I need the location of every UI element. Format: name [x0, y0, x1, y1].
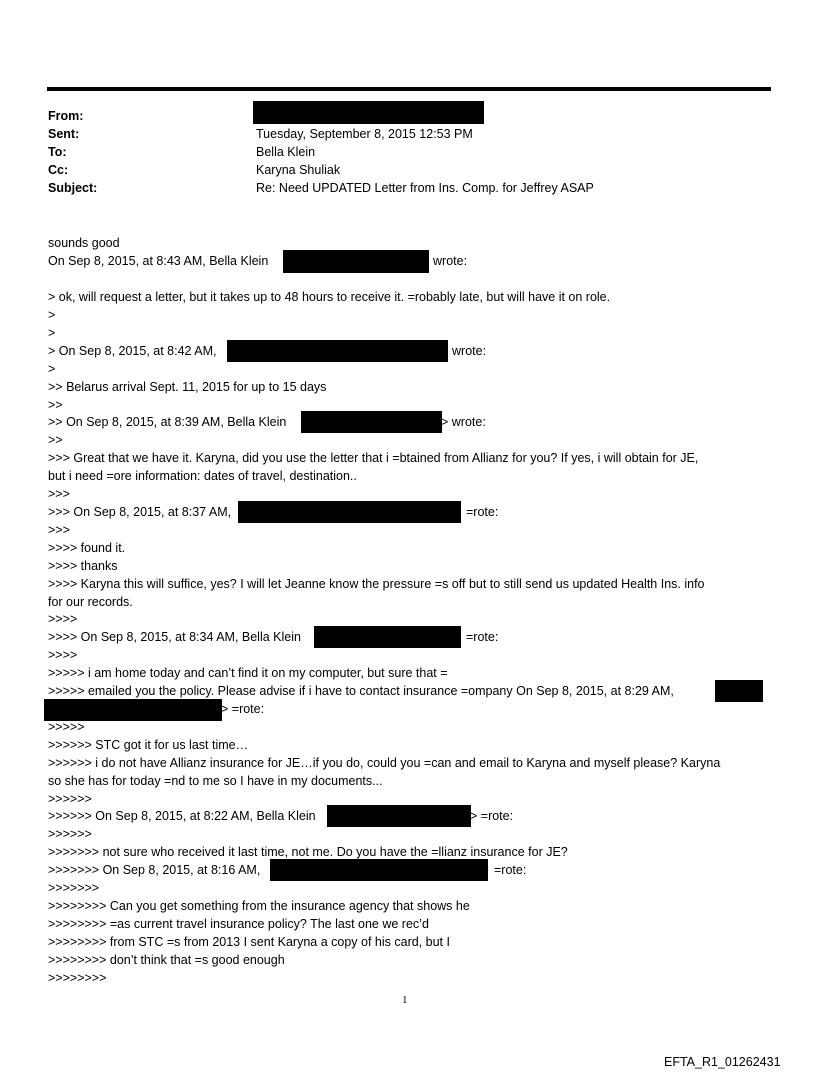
body-line: >> [48, 433, 63, 447]
to-label: To: [48, 145, 67, 159]
body-line: >> Belarus arrival Sept. 11, 2015 for up to 15 days [48, 380, 327, 394]
body-line: >>>>>>>> don’t think that =s good enough [48, 953, 285, 967]
body-line: >>>>>>> not sure who received it last time, not me. Do you have the =llianz insurance for JE? [48, 845, 568, 859]
body-line: wrote: [433, 254, 468, 268]
body-line: >>>>>>>> =as current travel insurance policy? The last one we rec’d [48, 917, 429, 931]
body-line: >>>>>>>> Can you get something from the insurance agency that shows he [48, 899, 470, 913]
body-line: sounds good [48, 236, 120, 250]
body-line: wrote: [452, 344, 487, 358]
body-line: >>>>>> STC got it for us last time… [48, 738, 249, 752]
redaction [283, 250, 429, 273]
body-line: >>>>>> [48, 792, 92, 806]
body-line: >> [48, 398, 63, 412]
header-rule [47, 87, 771, 91]
redaction [238, 501, 461, 523]
body-line: =rote: [466, 630, 499, 644]
body-line: >>>> thanks [48, 559, 118, 573]
redaction [227, 340, 448, 362]
body-line: >>>> [48, 648, 78, 662]
redaction [270, 859, 488, 881]
body-line: >> On Sep 8, 2015, at 8:39 AM, Bella Klein [48, 415, 287, 429]
body-line: > [48, 326, 56, 340]
document-id: EFTA_R1_01262431 [664, 1055, 781, 1069]
subject-value: Re: Need UPDATED Letter from Ins. Comp. for Jeffrey ASAP [256, 181, 594, 195]
body-line: >>> [48, 487, 70, 501]
sent-value: Tuesday, September 8, 2015 12:53 PM [256, 127, 473, 141]
body-line: >>>>> [48, 720, 85, 734]
body-line: >>>>> i am home today and can’t find it on my computer, but sure that = [48, 666, 448, 680]
body-line: > [48, 308, 56, 322]
body-line: > wrote: [441, 415, 486, 429]
body-line: =rote: [494, 863, 527, 877]
redaction [314, 626, 461, 648]
body-line: On Sep 8, 2015, at 8:43 AM, Bella Klein [48, 254, 269, 268]
body-line: > On Sep 8, 2015, at 8:42 AM, [48, 344, 217, 358]
cc-label: Cc: [48, 163, 69, 177]
sent-label: Sent: [48, 127, 80, 141]
body-line: >>>>>>> [48, 881, 100, 895]
page-number: 1 [402, 994, 408, 1006]
redaction-from [253, 101, 484, 124]
body-line: >>>> On Sep 8, 2015, at 8:34 AM, Bella Klein [48, 630, 301, 644]
body-line: >>> [48, 523, 70, 537]
redaction [715, 680, 763, 702]
body-line: >>>>>>> On Sep 8, 2015, at 8:16 AM, [48, 863, 261, 877]
body-line: >>>>>> [48, 827, 92, 841]
body-line: =rote: [466, 505, 499, 519]
body-line: but i need =ore information: dates of travel, destination.. [48, 469, 357, 483]
body-line: >>>>> emailed you the policy. Please advise if i have to contact insurance =ompany On Sep 8, 2015, at 8:29 AM, [48, 684, 674, 698]
body-line: >>>>>> On Sep 8, 2015, at 8:22 AM, Bella Klein [48, 809, 316, 823]
body-line: for our records. [48, 595, 133, 609]
redaction [301, 411, 442, 433]
cc-value: Karyna Shuliak [256, 163, 341, 177]
redaction [327, 805, 471, 827]
body-line: >>>>>>>> [48, 971, 107, 985]
body-line: >>> On Sep 8, 2015, at 8:37 AM, [48, 505, 232, 519]
body-line: >>>>>> i do not have Allianz insurance for JE…if you do, could you =can and email to Karyna and myself please? Karyna [48, 756, 721, 770]
body-line: >>>> Karyna this will suffice, yes? I will let Jeanne know the pressure =s off but to still send us updated Health Ins. info [48, 577, 705, 591]
body-line: >>>>>>>> from STC =s from 2013 I sent Karyna a copy of his card, but I [48, 935, 450, 949]
body-line: > =rote: [221, 702, 265, 716]
body-line: > [48, 362, 56, 376]
body-line: so she has for today =nd to me so I have in my documents... [48, 774, 383, 788]
to-value: Bella Klein [256, 145, 316, 159]
body-line: >>> Great that we have it. Karyna, did you use the letter that i =btained from Allianz for you? If yes, i will obtain for JE, [48, 451, 699, 465]
body-line: > =rote: [470, 809, 514, 823]
subject-label: Subject: [48, 181, 98, 195]
body-line: > ok, will request a letter, but it takes up to 48 hours to receive it. =robably late, but will have it on role. [48, 290, 611, 304]
body-line: >>>> found it. [48, 541, 126, 555]
body-line: >>>> [48, 612, 78, 626]
from-label: From: [48, 109, 84, 123]
